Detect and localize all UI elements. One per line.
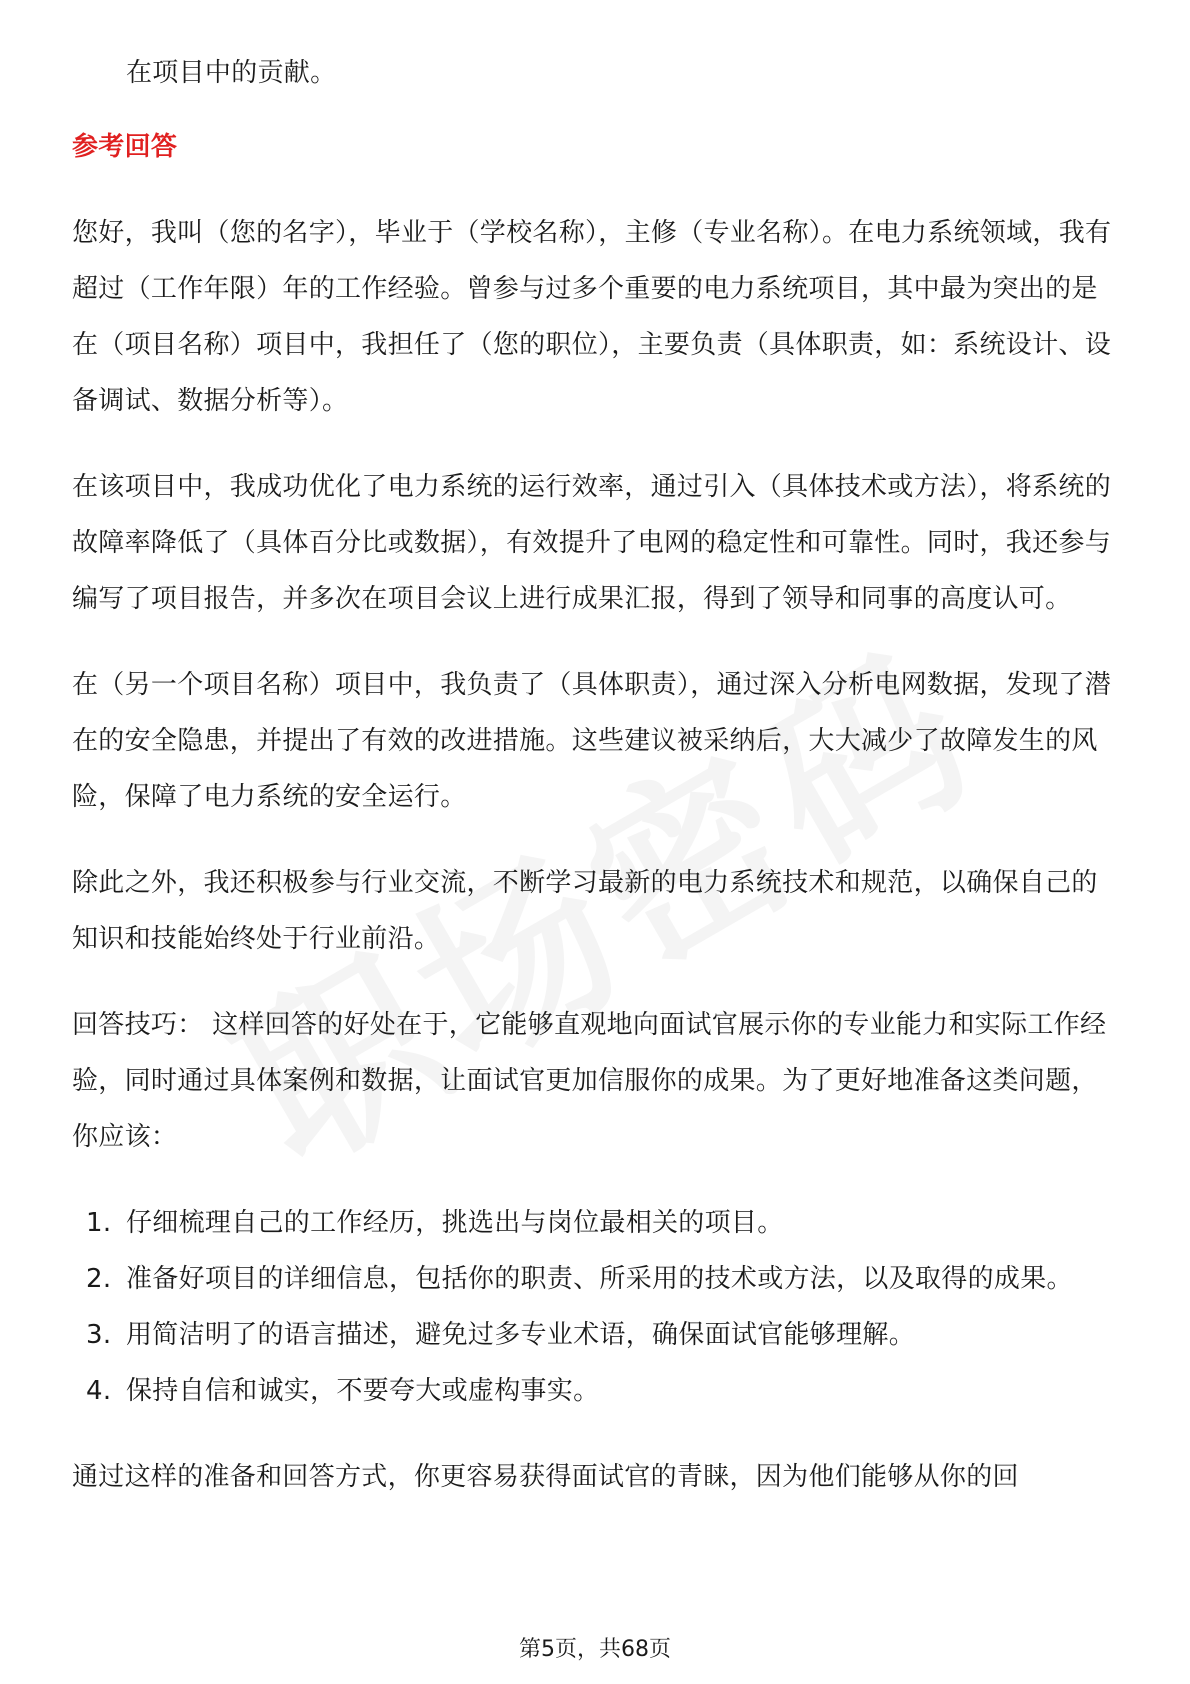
- list-item: [72, 1363, 1122, 1419]
- page-number: 第5页，共68页: [519, 1637, 671, 1662]
- list-item-text: 用简洁明了的语言描述，避免过多专业术语，确保面试官能够理解。: [126, 1320, 916, 1350]
- list-item-number: 4.: [86, 1376, 112, 1406]
- list-item: [72, 1195, 1122, 1251]
- list-item-text: 准备好项目的详细信息，包括你的职责、所采用的技术或方法，以及取得的成果。: [126, 1264, 1073, 1294]
- tips-list: [72, 1195, 1122, 1419]
- intro-tail: 在项目中的贡献。: [126, 58, 337, 88]
- closing-paragraph: 通过这样的准备和回答方式，你更容易获得面试官的青睐，因为他们能够从你的回: [72, 1462, 1019, 1492]
- paragraph-4: 除此之外，我还积极参与行业交流，不断学习最新的电力系统技术和规范，以确保自己的知识和技能始终处于行业前沿。: [72, 868, 1098, 954]
- list-item-text: 保持自信和诚实，不要夸大或虚构事实。: [126, 1376, 600, 1406]
- paragraph-3: 在（另一个项目名称）项目中，我负责了（具体职责），通过深入分析电网数据，发现了潜在的安全隐患，并提出了有效的改进措施。这些建议被采纳后，大大减少了故障发生的风险，保障了电力系统的安全运行。: [72, 670, 1112, 812]
- document-body: [72, 45, 1122, 1505]
- list-item: [72, 1251, 1122, 1307]
- paragraph-1: 您好，我叫（您的名字），毕业于（学校名称），主修（专业名称）。在电力系统领域，我有超过（工作年限）年的工作经验。曾参与过多个重要的电力系统项目，其中最为突出的是在（项目名称）项目中，我担任了（您的职位），主要负责（具体职责，如：系统设计、设备调试、数据分析等）。: [72, 218, 1112, 416]
- list-item-number: 3.: [86, 1320, 112, 1350]
- list-item-text: 仔细梳理自己的工作经历，挑选出与岗位最相关的项目。: [126, 1208, 784, 1238]
- list-item: [72, 1307, 1122, 1363]
- paragraph-2: 在该项目中，我成功优化了电力系统的运行效率，通过引入（具体技术或方法），将系统的故障率降低了（具体百分比或数据），有效提升了电网的稳定性和可靠性。同时，我还参与编写了项目报告，并多次在项目会议上进行成果汇报，得到了领导和同事的高度认可。: [72, 472, 1112, 614]
- list-item-number: 1.: [86, 1208, 112, 1238]
- section-heading: 参考回答: [72, 132, 178, 162]
- answer-tips-paragraph: 回答技巧： 这样回答的好处在于，它能够直观地向面试官展示你的专业能力和实际工作经验，同时通过具体案例和数据，让面试官更加信服你的成果。为了更好地准备这类问题，你应该：: [72, 1010, 1107, 1152]
- list-item-number: 2.: [86, 1264, 112, 1294]
